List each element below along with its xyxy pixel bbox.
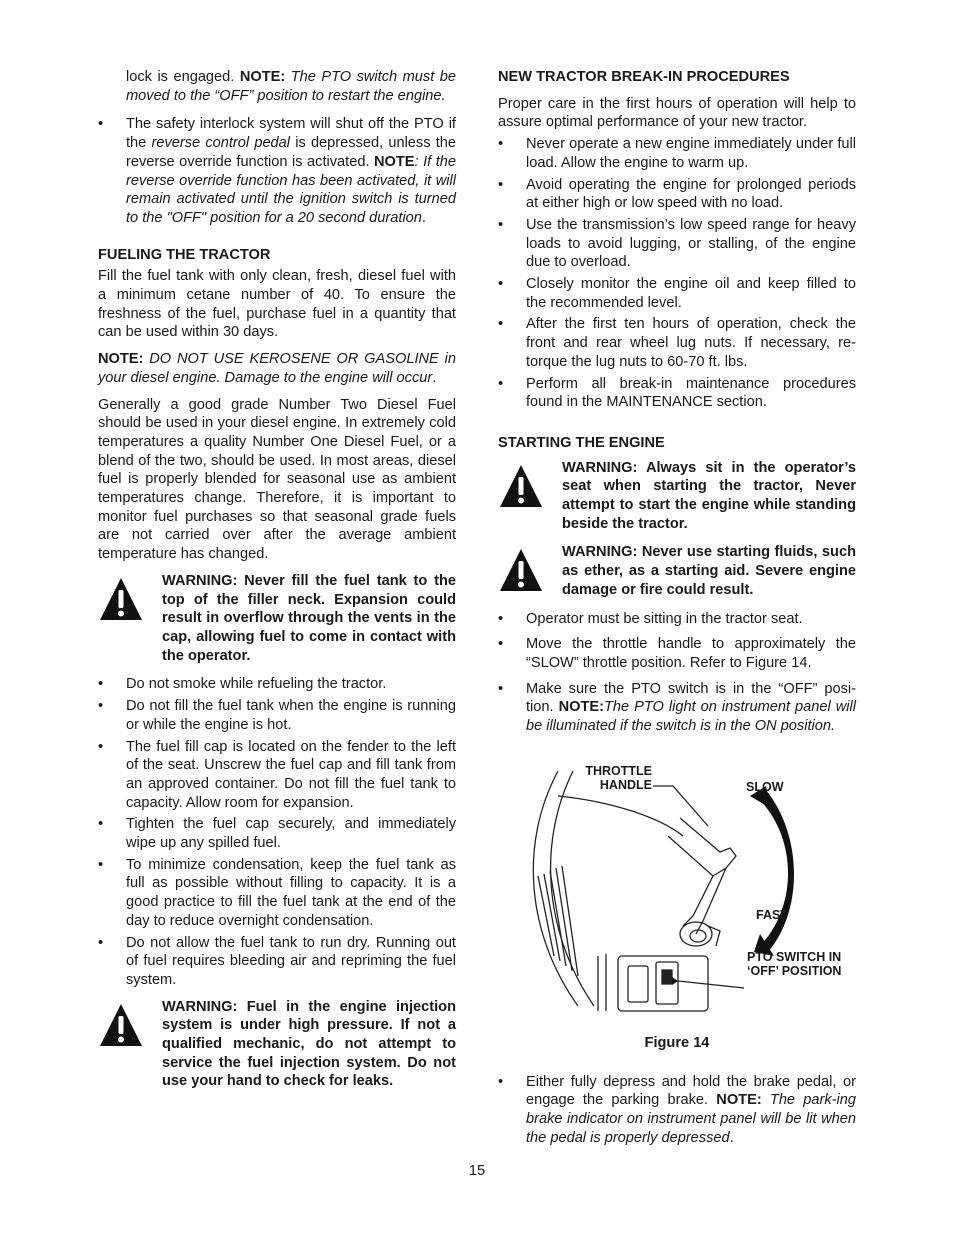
warning-block [498,459,856,534]
list-item: • Closely monitor the engine oil and keep filled to the recommended level. [498,276,856,311]
label-throttle-handle: THROTTLE HANDLE [585,763,652,792]
list-item: • The fuel fill cap is located on the fender to the left of the seat. Unscrew the fuel cap and fill tank from an approved container. Do not fill the fuel tank to capacity. Allow room for expansion. [98,738,456,811]
pto-note-continuation: lock is engaged. NOTE: The PTO switch must be moved to the “OFF” position to restart the engine. [126,69,456,104]
list-item: • The safety interlock system will shut off the PTO if the reverse control pedal is depressed, unless the reverse override function is activated. NOTE: If the reverse override function has been activated, it will remain activated until the ignition switch is turned to the "OFF" position for a 20 second duration. [98,116,456,226]
warning-triangle-icon [498,459,562,509]
brake-list [498,1073,856,1148]
list-item: • Operator must be sitting in the tractor seat. [498,610,803,627]
list-item: • Do not fill the fuel tank when the engine is running or while the engine is hot. [98,698,456,733]
warning-block [98,998,456,1092]
list-item: • Do not smoke while refueling the tractor. [98,676,387,693]
figure-14-throttle-illustration [498,756,856,1026]
figure-caption: Figure 14 [644,1034,710,1051]
section-heading-fueling: FUELING THE TRACTOR [98,246,271,263]
left-column [98,68,456,1101]
list-item: • To minimize condensation, keep the fuel tank as full as possible without filling to capacity. It is a good practice to fill the fuel tank at the end of the day to reduce overnight condensation. [98,856,456,929]
paragraph-general: Generally a good grade Number Two Diesel Fuel should be used in your diesel engine. In extremely cold temperatures a quality Number One Diesel Fuel, or a blend of the two, should be used. In most areas, diesel fuel is properly blended for seasonal use as ambient temperatures change. Therefore, it is important to monitor fuel purchases so that seasonal grade fuels are not carried over after the average ambient temperature has changed. [98,396,456,563]
list-item: • Perform all break-in maintenance procedures found in the MAINTENANCE section. [498,375,856,411]
section-heading-starting: STARTING THE ENGINE [498,434,665,451]
list-item: • Do not allow the fuel tank to run dry. Running out of fuel requires bleeding air and repriming the fuel system. [98,934,456,988]
list-item: • Either fully depress and hold the brake pedal, or engage the parking brake. NOTE: The park-ing brake indicator on instrument panel will be lit when the pedal is properly depressed. [498,1073,856,1146]
throttle-drawing [498,756,856,1026]
paragraph-proper-care: Proper care in the first hours of operation will help to assure optimal performance of your new tractor. [498,95,856,131]
note-kerosene: NOTE: DO NOT USE KEROSENE OR GASOLINE in your diesel engine. Damage to the engine will occur. [98,351,456,386]
warning-triangle-icon [98,998,162,1048]
page-number: 15 [468,1163,486,1179]
warning-block [98,572,456,666]
warning-triangle-icon [498,543,562,593]
fuel-bullet-list [98,675,456,989]
paragraph-fill: Fill the fuel tank with only clean, fresh, diesel fuel with a minimum cetane number of 40. To ensure the freshness of the fuel, purchase fuel in a quantity that can be used within 30 days. [98,268,456,341]
label-slow: SLOW [746,779,784,794]
list-item: • Move the throttle handle to approximately the “SLOW” throttle position. Refer to Figure 14. [498,636,856,671]
warning-text: WARNING: Fuel in the engine injection system is under high pressure. If not a qualified mechanic, do not attempt to service the fuel injection system. Do not use your hand to check for leaks. [162,998,456,1090]
warning-text: WARNING: Never use starting fluids, such as ether, as a starting aid. Severe engine damage or fire could result. [562,544,856,598]
list-item: • Make sure the PTO switch is in the “OFF” posi-tion. NOTE:The PTO light on instrument panel will be illuminated if the switch is in the ON position. [498,680,856,735]
warning-block [498,543,856,599]
list-item: • After the first ten hours of operation, check the front and rear wheel lug nuts. If necessary, re-torque the lug nuts to 60-70 ft. lbs. [498,316,856,370]
break-in-list [498,135,856,412]
list-item: • Use the transmission’s low speed range for heavy loads to avoid lugging, or stalling, of the engine due to overload. [498,216,856,271]
label-pto-switch: PTO SWITCH IN ‘OFF’ POSITION [747,949,842,978]
label-fast: FAST [756,907,788,922]
list-item: • Tighten the fuel cap securely, and immediately wipe up any spilled fuel. [98,816,456,852]
warning-text: WARNING: Always sit in the operator’s seat when starting the tractor, Never attempt to start the engine while standing beside the tractor. [562,459,856,532]
section-heading-break-in: NEW TRACTOR BREAK-IN PROCEDURES [498,69,790,85]
starting-list [498,610,856,736]
list-item: • Avoid operating the engine for prolonged periods at either high or low speed with no load. [498,176,856,212]
warning-text: WARNING: Never fill the fuel tank to the top of the filler neck. Expansion could result in overflow through the vents in the cap, allowing fuel to come in contact with the operator. [162,572,456,664]
right-column [498,68,856,1155]
interlock-list [98,115,456,227]
warning-triangle-icon [98,572,162,622]
list-item: • Never operate a new engine immediately under full load. Allow the engine to warm up. [498,136,856,171]
